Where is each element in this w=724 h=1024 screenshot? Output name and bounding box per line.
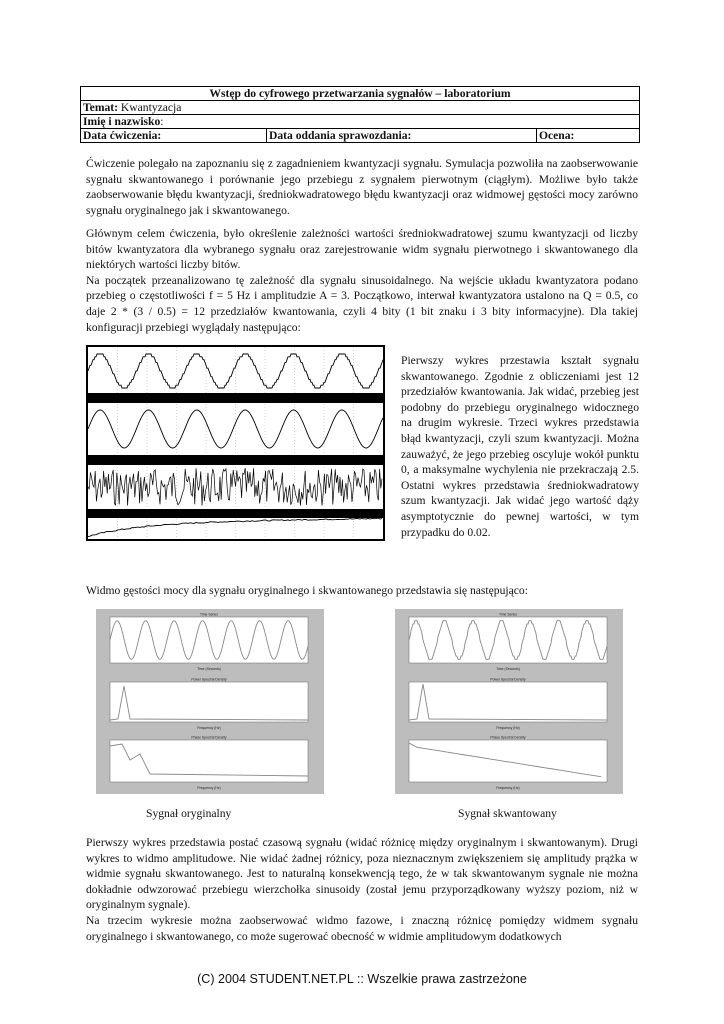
- name-colon: :: [160, 115, 164, 128]
- header-table: [80, 86, 640, 143]
- psd-panel-xlabel: Frequency (Hz): [496, 726, 520, 730]
- name-label: Imię i nazwisko: [83, 115, 161, 128]
- figure-description-text: Pierwszy wykres przestawia kształt sygnału skwantowanego. Zgodnie z obliczeniami jest 12 przedziałów kwantowania. Jak widać, przebieg jest podobny do przebiegu oryginalnego widocznego na drugim wykresie. Trzeci wykres przedstawia błąd kwantyzacji, czyli szum kwantyzacji. Można zauważyć, że jego przebieg oscyluje wokół punktu 0, a maksymalne wychylenia nie przekraczają 2.5. Ostatni wykres przedstawia średniokwadratowy szum kwantyzacji. Jak widać jego wartość dąży asymptotycznie do pewnej wartości, w tym przypadku do 0.02.: [401, 354, 639, 539]
- intro-paragraph: [86, 156, 638, 218]
- psd-panel-xlabel: Frequency (Hz): [197, 726, 221, 730]
- psd-panel-frame: [409, 617, 607, 663]
- caption-quantized: Sygnał skwantowany: [458, 807, 557, 820]
- psd-panel-title: Phase Spectral Density: [191, 735, 227, 740]
- psd-panel-frame: [409, 740, 607, 782]
- grade-label: Ocena:: [537, 129, 640, 143]
- footer-copyright: (C) 2004 STUDENT.NET.PL :: Wszelkie prawa zastrzeżone: [197, 972, 527, 986]
- psd-panel-title: Power Spectral Density: [191, 677, 227, 682]
- plot-separator: [88, 455, 383, 465]
- quantization-noise-trace: [88, 468, 382, 506]
- name-row: [81, 115, 640, 129]
- psd-panel-xlabel: Frequency (Hz): [197, 786, 221, 790]
- psd-panel-title: Time Series: [200, 612, 218, 617]
- intro-text: Ćwiczenie polegało na zapoznaniu się z zagadnieniem kwantyzacji sygnału. Symulacja pozwoliła na zaobserwowanie sygnału skwantowanego i porównanie jego przebiegu z sygnałem pierwotnym (ciągłym). Możliwe było także zaobserwowanie błędu kwantyzacji, średniokwadratowego błędu kwantyzacji oraz widmowej gęstości mocy zarówno sygnału oryginalnego jak i skwantowanego.: [86, 157, 638, 217]
- config-text: Na początek przeanalizowano tę zależność dla sygnału sinusoidalnego. Na wejście układu kwantyzatora podano przebieg o częstotliwości f = 5 Hz i amplitudzie A = 3. Początkowo, interwał kwantyzatora ustalono na Q = 0.5, co daje 2 * (3 / 0.5) = 12 przedziałów kwantowania, czyli 4 bity (1 bit znaku i 3 bity informacyjne). Dla takiej konfiguracji przebiegi wyglądały następująco:: [86, 273, 638, 334]
- conclusion-text-continued: Na trzecim wykresie można zaobserwować widmo fazowe, i znaczną różnicę pomiędzy widmem sygnału oryginalnego i skwantowanego, co może sugerować obecność w widmie amplitudowym dodatkowych: [86, 913, 638, 943]
- topic-row: [81, 101, 640, 115]
- psd-panel-frame: [409, 682, 607, 722]
- submit-date-label: Data oddania sprawozdania:: [267, 129, 537, 143]
- document-title: Wstęp do cyfrowego przetwarzania sygnałów – laboratorium: [81, 87, 640, 101]
- psd-figure-quantized: [395, 609, 623, 794]
- date-label: Data ćwiczenia:: [81, 129, 267, 143]
- conclusion-text: Pierwszy wykres przedstawia postać czasową sygnału (widać różnicę między oryginalnym i skwantowanym). Drugi wykres to widmo amplitudowe. Nie widać żadnej różnicy, poza nieznacznym zwiększeniem się amplitudy prążka w widmie sygnału skwantowanego. Jest to naturalną konsekwencją tego, że w tak skwantowanym sygnale nie można dokładnie odwzorować przebiegu wierzchołka sinusoidy (został jemu przyporządkowany wyższy poziom, niż w oryginalnym sygnale).: [86, 836, 638, 912]
- conclusion-section: [86, 835, 638, 944]
- topic-value: Kwantyzacja: [120, 101, 182, 114]
- psd-panel-xlabel: Time (Seconds): [496, 667, 520, 671]
- psd-panel-title: Power Spectral Density: [490, 677, 526, 682]
- topic-label: Temat:: [83, 101, 118, 114]
- psd-panel-title: Phase Spectral Density: [490, 735, 526, 740]
- psd-intro-text: Widmo gęstości mocy dla sygnału oryginalnego i skwantowanego przedstawia się następująco:: [86, 584, 528, 597]
- psd-panel-title: Time Series: [499, 612, 517, 617]
- psd-plots-quantized: [395, 609, 623, 794]
- psd-panel-xlabel: Time (Seconds): [197, 667, 221, 671]
- goal-section: [86, 226, 638, 335]
- psd-plots-original: [96, 609, 324, 794]
- psd-panel-xlabel: Frequency (Hz): [496, 786, 520, 790]
- goal-text: Głównym celem ćwiczenia, było określenie zależności wartości średniokwadratowej szumu kwantyzacji od liczby bitów kwantyzatora dla wybranego sygnału oraz zarejestrowanie widm sygnału pierwotnego i skwantowanego dla niektórych wartości liczby bitów.: [86, 227, 638, 272]
- quantization-plots-figure: [86, 345, 385, 541]
- plot-separator: [88, 509, 383, 518]
- quantization-plots: [88, 347, 383, 539]
- figure-description: [401, 353, 639, 540]
- plot-separator: [88, 393, 383, 403]
- psd-intro: [86, 583, 638, 599]
- caption-original: Sygnał oryginalny: [146, 807, 232, 820]
- psd-panel-frame: [110, 682, 308, 722]
- psd-figure-original: [96, 609, 324, 794]
- psd-panel-frame: [110, 617, 308, 663]
- mse-noise-trace: [88, 518, 382, 537]
